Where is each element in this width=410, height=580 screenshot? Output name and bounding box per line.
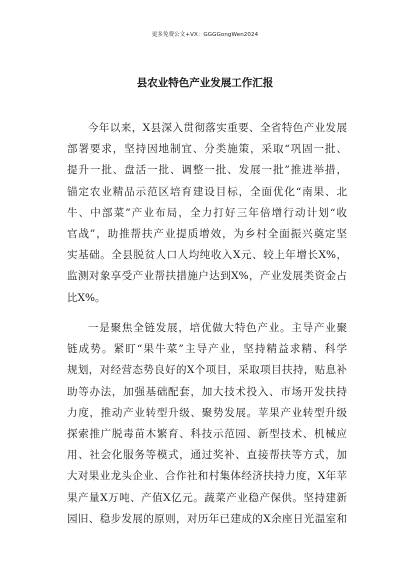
text-line: 官战”，助推帮扶产业提质增效，为乡村全面振兴奠定坚: [67, 227, 347, 240]
text-line: 园旧、稳步发展的原则，对历年已建成的X余座日光温室和: [67, 512, 347, 525]
text-line: 一是聚焦全链发展，培优做大特色产业。主导产业聚: [88, 322, 347, 334]
header-note: 更多免费公文+VX：GGGGongWen2024: [151, 32, 259, 38]
text-line: 探索推广脱毒苗木繁育、科技示范园、新型技术、机械应: [67, 427, 347, 440]
text-line: 规划，对经营态势良好的X个项目，采取项目扶持，贴息补: [67, 364, 347, 377]
text-line: 链成势。紧盯“果牛菜”主导产业，坚持精益求精、科学: [67, 343, 347, 356]
text-line: 大对果业龙头企业、合作社和村集体经济扶持力度，X年苹: [67, 470, 347, 483]
text-line: 力度，推动产业转型升级、聚势发展。苹果产业转型升级: [67, 406, 347, 419]
text-line: 果产量X万吨、产值X亿元。蔬菜产业稳产保供。坚持建新: [67, 491, 347, 504]
text-line: 用、社会化服务等模式，通过奖补、直接帮扶等方式，加: [67, 449, 347, 462]
text-line: 锚定农业精品示范区培育建设目标，全面优化“南果、北: [67, 185, 347, 198]
text-line: 比X%。: [67, 291, 106, 304]
text-line: 牛、中部菜”产业布局，全力打好三年倍增行动计划“收: [67, 206, 347, 219]
text-line: 实基础。全县脱贫人口人均纯收入X元、较上年增长X%，: [67, 249, 347, 262]
text-line: 助等办法，加强基础配套，加大技术投入、市场开发扶持: [67, 385, 347, 398]
paragraph-1: [67, 118, 347, 309]
document-title: 县农业特色产业发展工作汇报: [136, 77, 274, 89]
text-line: 今年以来，X县深入贯彻落实重要、全省特色产业发展: [88, 122, 347, 134]
text-line: 提升一批、盘活一批、调整一批、发展一批”推进举措，: [67, 164, 347, 177]
text-line: 监测对象享受产业帮扶措施户达到X%，产业发展类资金占: [67, 270, 347, 283]
text-line: 部署要求，坚持因地制宜、分类施策，采取“巩固一批、: [67, 143, 347, 156]
paragraph-2: [67, 318, 347, 530]
